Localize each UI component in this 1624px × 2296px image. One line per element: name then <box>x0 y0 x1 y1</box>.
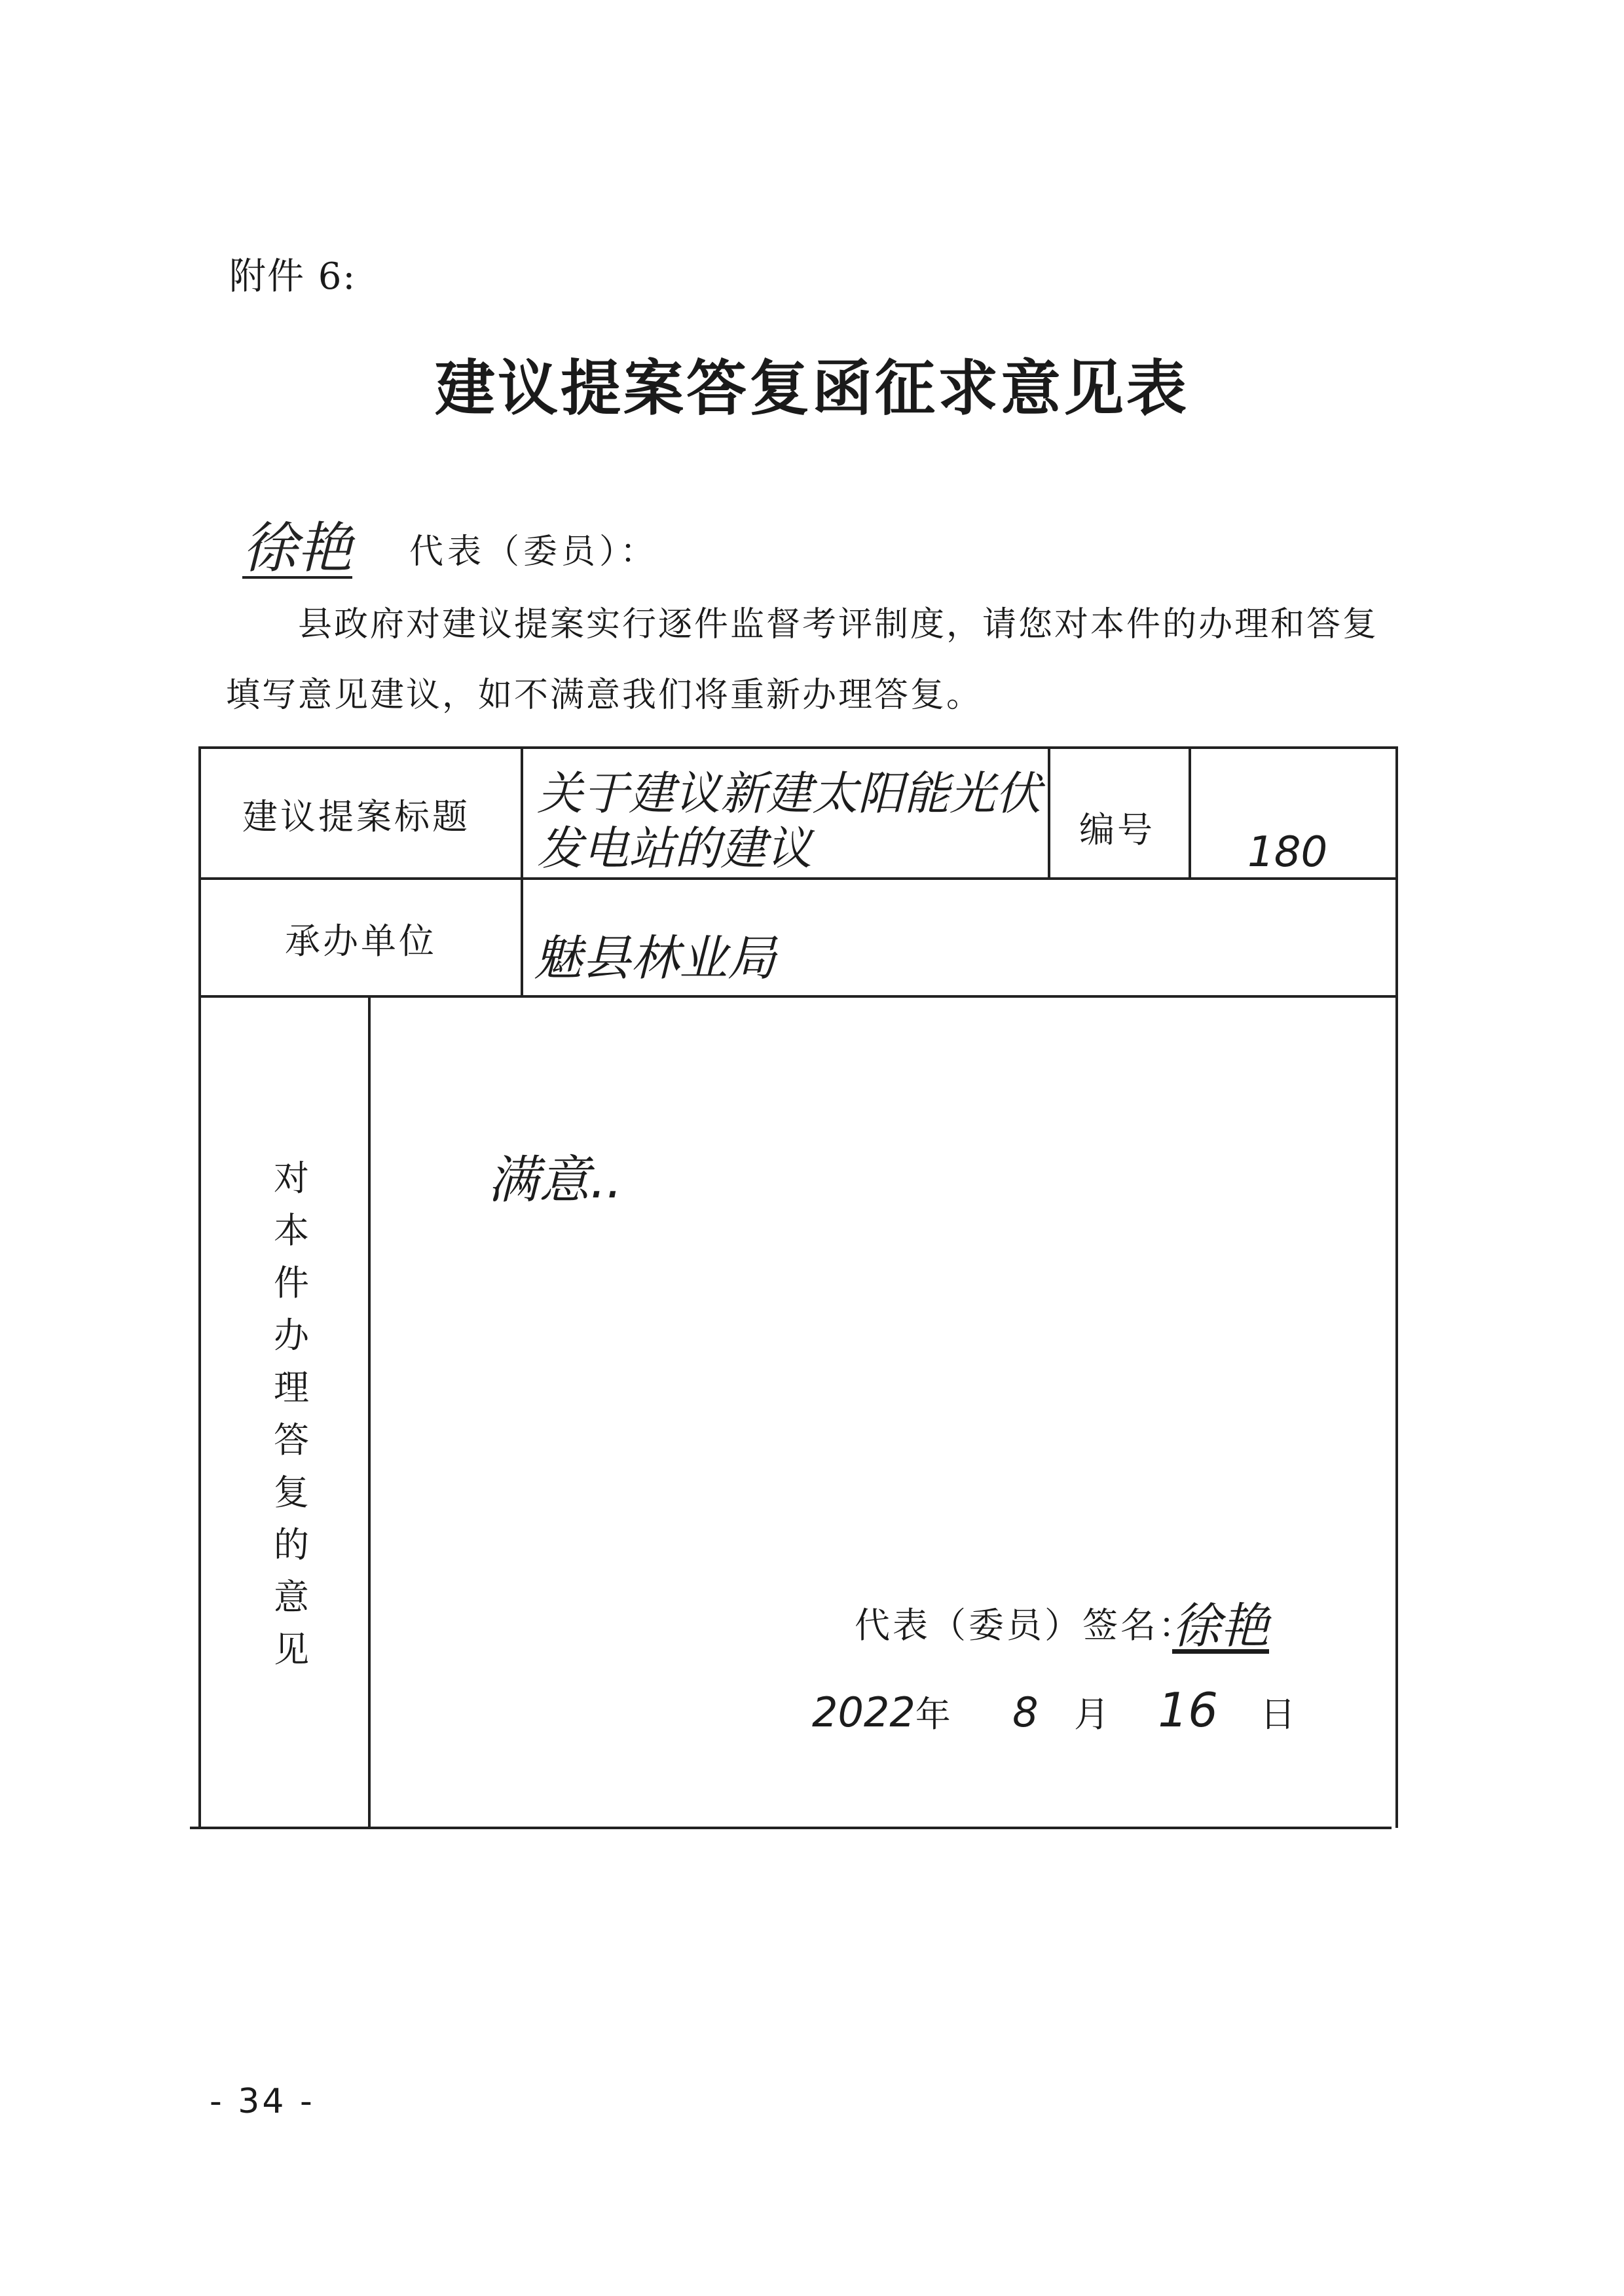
table-row-divider-1 <box>200 877 1398 880</box>
opinion-label-char: 对 <box>274 1157 309 1199</box>
addressee-name-handwritten: 徐艳 <box>242 516 353 580</box>
table-col-divider-number-value <box>1189 746 1191 877</box>
intro-paragraph: 县政府对建议提案实行逐件监督考评制度，请您对本件的办理和答复填写意见建议，如不满意我们将重新办理答复。 <box>226 605 1379 715</box>
number-value-handwritten: 180 <box>1247 828 1328 877</box>
table-row-divider-2 <box>200 995 1398 998</box>
opinion-label-char: 答 <box>274 1419 309 1461</box>
table-col-divider-label <box>521 746 523 995</box>
table-border-left <box>198 746 201 1828</box>
opinion-label-char: 本 <box>274 1210 309 1251</box>
attachment-label: 附件 6: <box>229 255 357 298</box>
number-label: 编号 <box>1079 809 1155 850</box>
unit-label: 承办单位 <box>285 920 437 962</box>
title-value-handwritten: 关于建议新建太阳能光伏发电站的建议 <box>537 767 1041 875</box>
signature-label: 代表（委员）签名： <box>855 1605 1196 1646</box>
date-day-unit: 日 <box>1260 1694 1296 1735</box>
opinion-value-handwritten: 满意.. <box>488 1151 623 1210</box>
opinion-label-char: 办 <box>274 1315 309 1356</box>
opinion-label-vertical <box>268 1152 314 1676</box>
page-number: - 34 - <box>210 2082 315 2121</box>
signature-handwritten: 徐艳 <box>1172 1598 1269 1654</box>
table-border-top <box>200 746 1398 749</box>
table-col-divider-opinion <box>368 995 371 1828</box>
opinion-label-char: 复 <box>274 1472 309 1513</box>
title-label: 建议提案标题 <box>242 796 470 837</box>
opinion-label-char: 意 <box>274 1576 309 1618</box>
date-month-handwritten: 8 <box>1012 1688 1039 1736</box>
date-day-handwritten: 16 <box>1158 1683 1218 1738</box>
table-border-right <box>1395 746 1398 1828</box>
date-month-unit: 月 <box>1073 1694 1109 1735</box>
date-row <box>812 1683 1295 1738</box>
opinion-label-char: 理 <box>274 1367 309 1408</box>
table-col-divider-number-label <box>1048 746 1050 877</box>
date-year-handwritten: 2022 <box>812 1688 915 1736</box>
date-year-unit: 年 <box>915 1694 951 1735</box>
addressee-label: 代表（委员）： <box>409 532 659 572</box>
opinion-label-char: 的 <box>274 1524 309 1565</box>
opinion-label-char: 见 <box>274 1629 309 1670</box>
form-title: 建议提案答复函征求意见表 <box>434 353 1189 424</box>
unit-value-handwritten: 魅县林业局 <box>534 930 776 987</box>
opinion-label-char: 件 <box>274 1262 309 1303</box>
